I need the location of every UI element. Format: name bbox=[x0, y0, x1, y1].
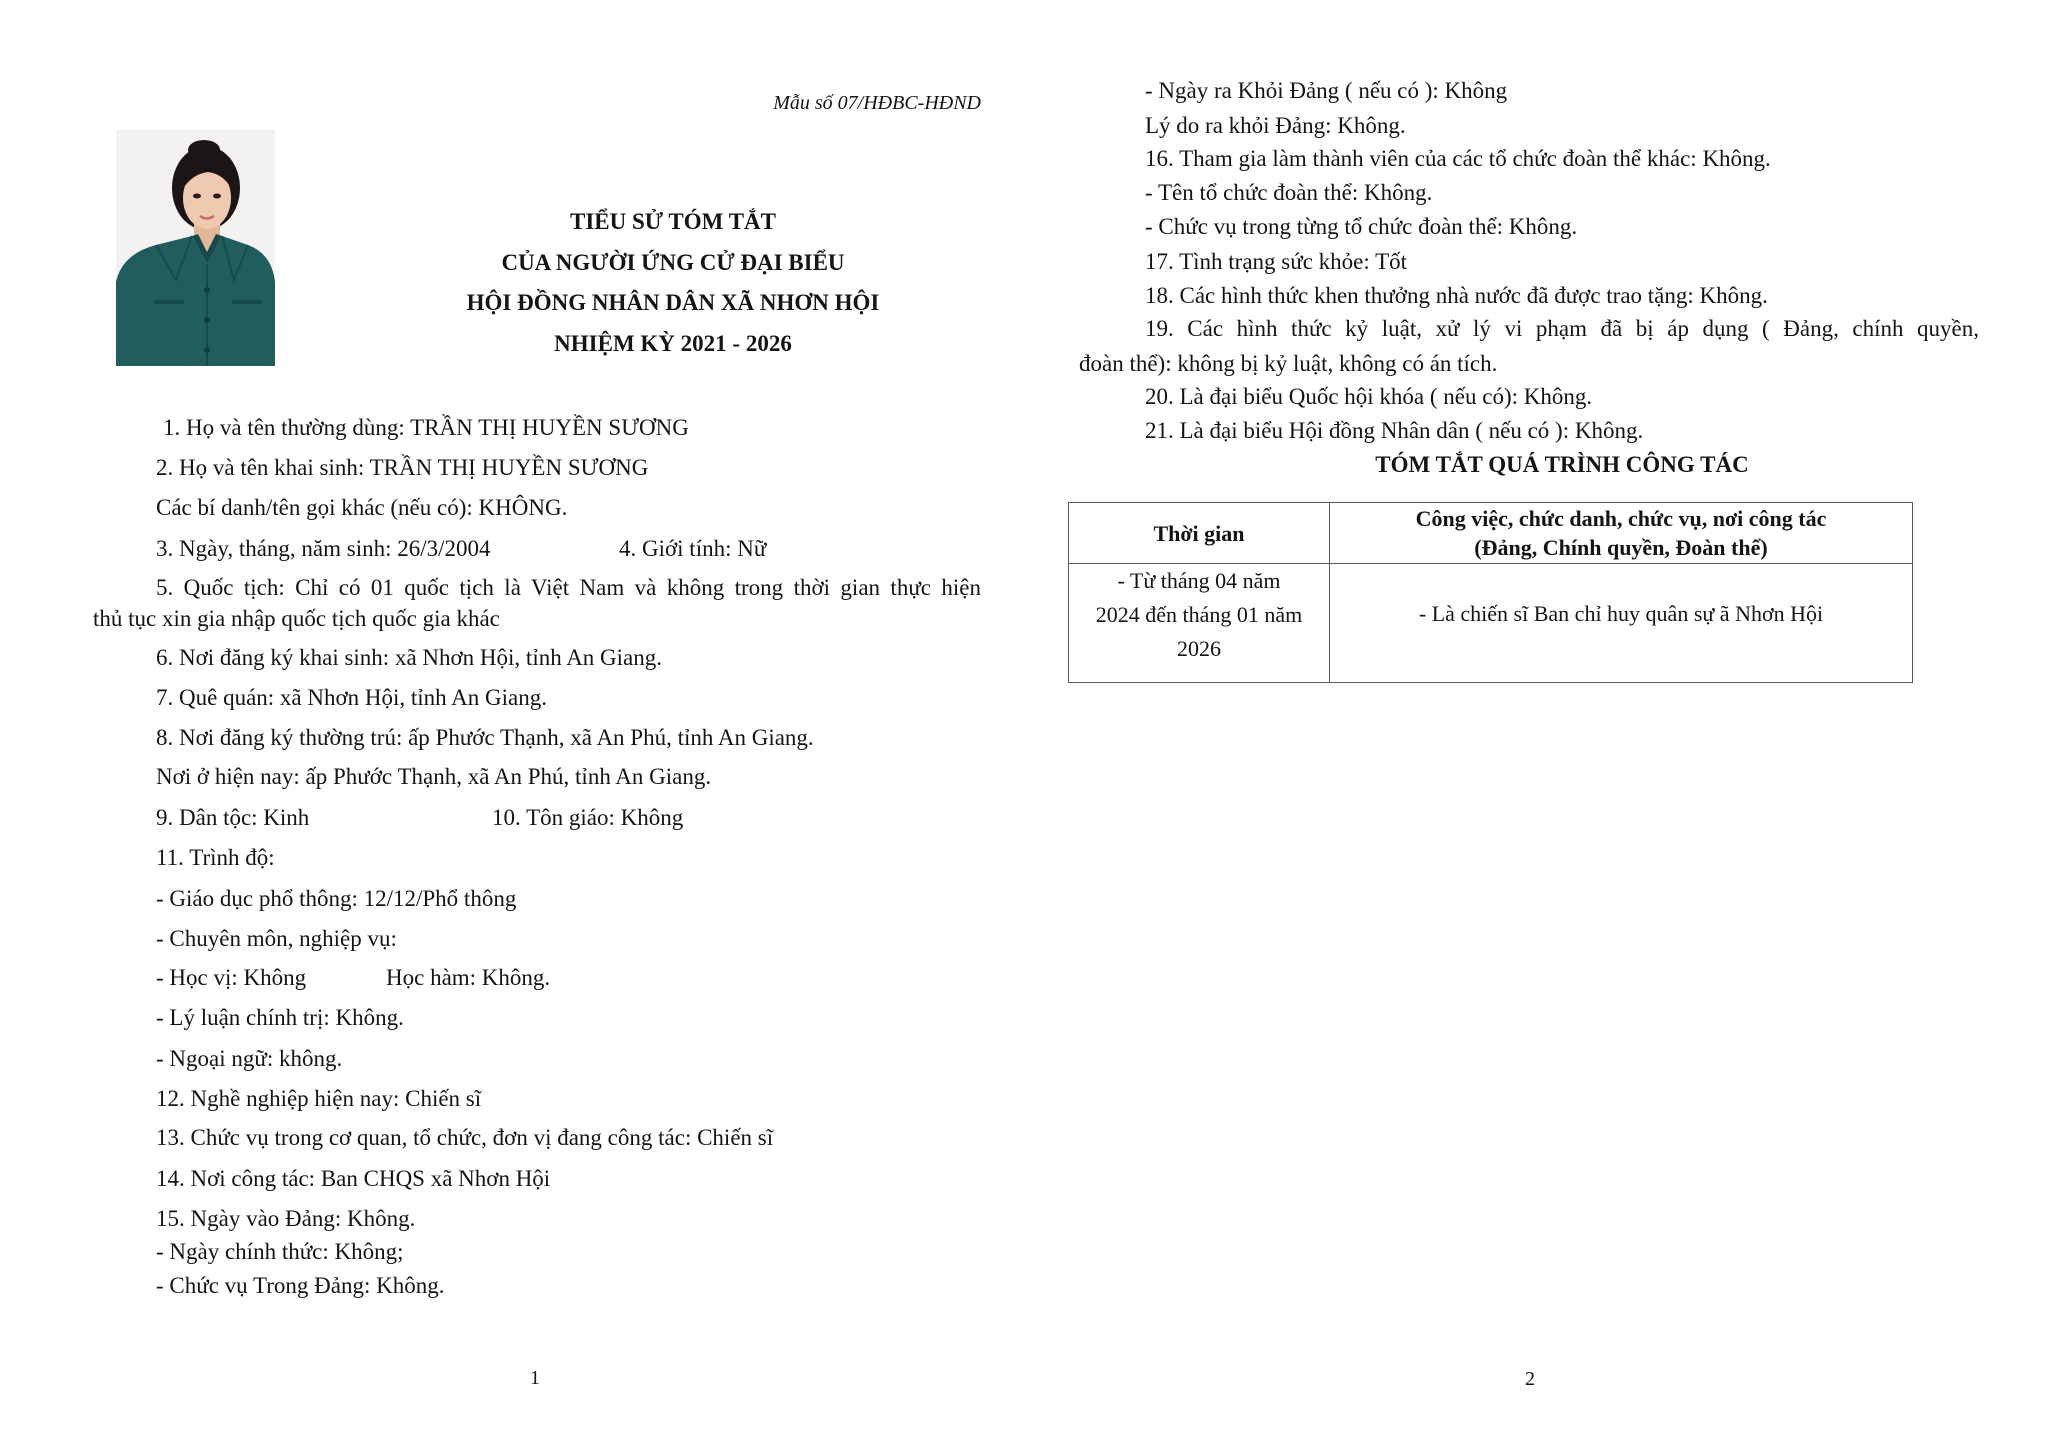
party-join-date-line: 15. Ngày vào Đảng: Không. bbox=[156, 1206, 416, 1231]
portrait-photo bbox=[116, 130, 275, 366]
ethnicity-line: 9. Dân tộc: Kinh bbox=[156, 805, 310, 830]
specialization-line: - Chuyên môn, nghiệp vụ: bbox=[156, 926, 397, 951]
table-row bbox=[1069, 564, 1913, 683]
header-job-line-1: Công việc, chức danh, chức vụ, nơi công tác bbox=[1415, 506, 1827, 531]
party-leave-reason-line: Lý do ra khỏi Đảng: Không. bbox=[1145, 113, 1406, 138]
religion-line: 10. Tôn giáo: Không bbox=[492, 805, 684, 830]
header-job-line-2: (Đảng, Chính quyền, Đoàn thể) bbox=[1474, 535, 1768, 560]
title-line-3: HỘI ĐỒNG NHÂN DÂN XÃ NHƠN HỘI bbox=[466, 290, 880, 315]
nationality-line-1: 5. Quốc tịch: Chỉ có 01 quốc tịch là Việt Nam và không trong thời gian thực hiện bbox=[156, 575, 981, 600]
time-value: - Từ tháng 04 năm 2024 đến tháng 01 năm 2026 bbox=[1095, 568, 1303, 661]
organization-position-line: - Chức vụ trong từng tổ chức đoàn thể: Không. bbox=[1145, 214, 1578, 239]
birth-registration-line: 6. Nơi đăng ký khai sinh: xã Nhơn Hội, tỉnh An Giang. bbox=[156, 645, 663, 670]
national-assembly-line: 20. Là đại biểu Quốc hội khóa ( nếu có): Không. bbox=[1145, 384, 1593, 409]
title-line-4: NHIỆM KỲ 2021 - 2026 bbox=[554, 331, 792, 356]
degree-line: - Học vị: Không bbox=[156, 965, 307, 990]
common-name-line: 1. Họ và tên thường dùng: TRẦN THỊ HUYỀN SƯƠNG bbox=[163, 415, 689, 440]
academic-title-line: Học hàm: Không. bbox=[386, 965, 551, 990]
education-heading: 11. Trình độ: bbox=[156, 845, 275, 870]
political-theory-line: - Lý luận chính trị: Không. bbox=[156, 1005, 404, 1030]
birth-date-line: 3. Ngày, tháng, năm sinh: 26/3/2004 bbox=[156, 536, 491, 561]
work-history-table bbox=[1068, 502, 1913, 683]
work-history-title: TÓM TẮT QUÁ TRÌNH CÔNG TÁC bbox=[1375, 452, 1749, 477]
discipline-line-1: 19. Các hình thức kỷ luật, xử lý vi phạm đã bị áp dụng ( Đảng, chính quyền, bbox=[1145, 316, 1979, 341]
header-job bbox=[1330, 503, 1913, 564]
gender-line: 4. Giới tính: Nữ bbox=[619, 536, 767, 561]
title-line-2: CỦA NGƯỜI ỨNG CỬ ĐẠI BIỂU bbox=[501, 250, 845, 275]
party-official-date-line: - Ngày chính thức: Không; bbox=[156, 1239, 404, 1264]
portrait-photo-icon bbox=[116, 130, 275, 366]
permanent-residence-line: 8. Nơi đăng ký thường trú: ấp Phước Thạnh, xã An Phú, tỉnh An Giang. bbox=[156, 725, 814, 750]
form-number: Mẫu số 07/HĐBC-HĐND bbox=[773, 92, 981, 114]
awards-line: 18. Các hình thức khen thưởng nhà nước đã được trao tặng: Không. bbox=[1145, 283, 1768, 308]
party-leave-date-line: - Ngày ra Khỏi Đảng ( nếu có ): Không bbox=[1145, 78, 1508, 103]
header-time: Thời gian bbox=[1069, 503, 1330, 564]
general-education-line: - Giáo dục phổ thông: 12/12/Phổ thông bbox=[156, 886, 517, 911]
position-line: 13. Chức vụ trong cơ quan, tổ chức, đơn vị đang công tác: Chiến sĩ bbox=[156, 1125, 774, 1150]
job-cell bbox=[1330, 564, 1913, 683]
current-residence-line: Nơi ở hiện nay: ấp Phước Thạnh, xã An Phú, tỉnh An Giang. bbox=[156, 764, 712, 789]
health-line: 17. Tình trạng sức khỏe: Tốt bbox=[1145, 249, 1408, 274]
peoples-council-line: 21. Là đại biểu Hội đồng Nhân dân ( nếu có ): Không. bbox=[1145, 418, 1644, 443]
organization-name-line: - Tên tổ chức đoàn thể: Không. bbox=[1145, 180, 1433, 205]
occupation-line: 12. Nghề nghiệp hiện nay: Chiến sĩ bbox=[156, 1086, 482, 1111]
nationality-line-2: thủ tục xin gia nhập quốc tịch quốc gia khác bbox=[93, 606, 500, 631]
title-line-1: TIỂU SỬ TÓM TẮT bbox=[570, 209, 776, 234]
foreign-language-line: - Ngoại ngữ: không. bbox=[156, 1046, 343, 1071]
page-number-2: 2 bbox=[1525, 1368, 1535, 1390]
workplace-line: 14. Nơi công tác: Ban CHQS xã Nhơn Hội bbox=[156, 1166, 551, 1191]
other-organizations-line: 16. Tham gia làm thành viên của các tổ chức đoàn thể khác: Không. bbox=[1145, 146, 1771, 171]
time-cell bbox=[1069, 564, 1330, 683]
table-header-row bbox=[1069, 503, 1913, 564]
job-value: - Là chiến sĩ Ban chỉ huy quân sự ã Nhơn Hội bbox=[1418, 601, 1824, 626]
birth-name-line: 2. Họ và tên khai sinh: TRẦN THỊ HUYỀN SƯƠNG bbox=[156, 455, 649, 480]
page-number-1: 1 bbox=[530, 1367, 540, 1389]
party-position-line: - Chức vụ Trong Đảng: Không. bbox=[156, 1273, 445, 1298]
hometown-line: 7. Quê quán: xã Nhơn Hội, tỉnh An Giang. bbox=[156, 685, 547, 710]
aliases-line: Các bí danh/tên gọi khác (nếu có): KHÔNG. bbox=[156, 495, 568, 520]
discipline-line-2: đoàn thể): không bị kỷ luật, không có án tích. bbox=[1079, 351, 1498, 376]
